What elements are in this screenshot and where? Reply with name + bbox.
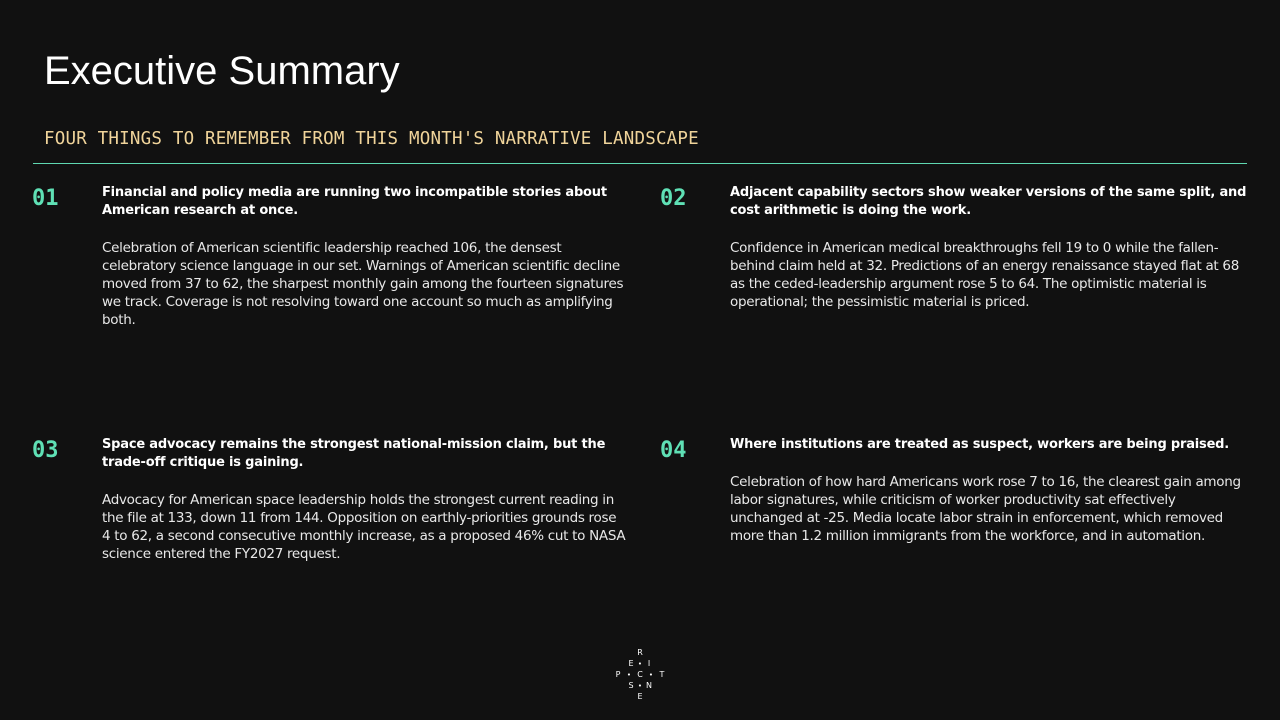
point-content bbox=[730, 436, 1250, 545]
logo-dot: • bbox=[637, 660, 643, 668]
logo-dot: • bbox=[637, 682, 643, 690]
divider-rule bbox=[33, 163, 1247, 164]
point-body: Celebration of how hard Americans work rose 7 to 16, the clearest gain among labor signatures, while criticism of worker productivity sat effectively unchanged at -25. Media locate labor strain in enforcement, which removed more than 1.2 million immigrants from the workforce, and in automation. bbox=[730, 474, 1241, 544]
page-subtitle: FOUR THINGS TO REMEMBER FROM THIS MONTH'S NARRATIVE LANDSCAPE bbox=[44, 129, 699, 149]
logo-letter: S bbox=[628, 681, 634, 690]
point-heading: Adjacent capability sectors show weaker versions of the same split, and cost arithmetic is doing the work. bbox=[730, 185, 1247, 218]
point-body: Confidence in American medical breakthroughs fell 19 to 0 while the fallen-behind claim held at 32. Predictions of an energy renaissance stayed flat at 68 as the ceded-leadership argument rose 5 to 64. The optimistic material is operational; the pessimistic material is priced. bbox=[730, 240, 1239, 310]
logo-letter: I bbox=[647, 659, 651, 668]
point-content bbox=[102, 436, 628, 563]
point-content bbox=[730, 184, 1250, 311]
point-heading: Where institutions are treated as suspect, workers are being praised. bbox=[730, 437, 1230, 452]
point-content bbox=[102, 184, 628, 329]
point-number: 03 bbox=[32, 438, 59, 463]
point-number: 01 bbox=[32, 186, 59, 211]
logo-dot: • bbox=[626, 671, 632, 679]
logo-dot: • bbox=[648, 671, 654, 679]
point-number: 04 bbox=[660, 438, 687, 463]
page-title: Executive Summary bbox=[44, 49, 400, 93]
logo-letter: E bbox=[637, 692, 643, 701]
point-body: Celebration of American scientific leadership reached 106, the densest celebratory science language in our set. Warnings of American scientific decline moved from 37 to 62, the sharpest monthly gain among the fourteen signatures we track. Coverage is not resolving toward one account so much as amplifying both. bbox=[102, 240, 624, 328]
point-number: 02 bbox=[660, 186, 687, 211]
logo-letter: T bbox=[659, 670, 665, 679]
brand-logo bbox=[610, 645, 670, 705]
point-heading: Financial and policy media are running two incompatible stories about American research at once. bbox=[102, 185, 607, 218]
logo-letter: C bbox=[637, 670, 643, 679]
logo-letter: N bbox=[646, 681, 652, 690]
logo-letter: E bbox=[628, 659, 634, 668]
logo-letter: R bbox=[637, 648, 643, 657]
logo-letter: P bbox=[615, 670, 621, 679]
point-heading: Space advocacy remains the strongest national-mission claim, but the trade-off critique is gaining. bbox=[102, 437, 606, 470]
point-body: Advocacy for American space leadership holds the strongest current reading in the file at 133, down 11 from 144. Opposition on earthly-priorities grounds rose 4 to 62, a second consecutive monthly increase, as a proposed 46% cut to NASA science entered the FY2027 request. bbox=[102, 492, 626, 562]
